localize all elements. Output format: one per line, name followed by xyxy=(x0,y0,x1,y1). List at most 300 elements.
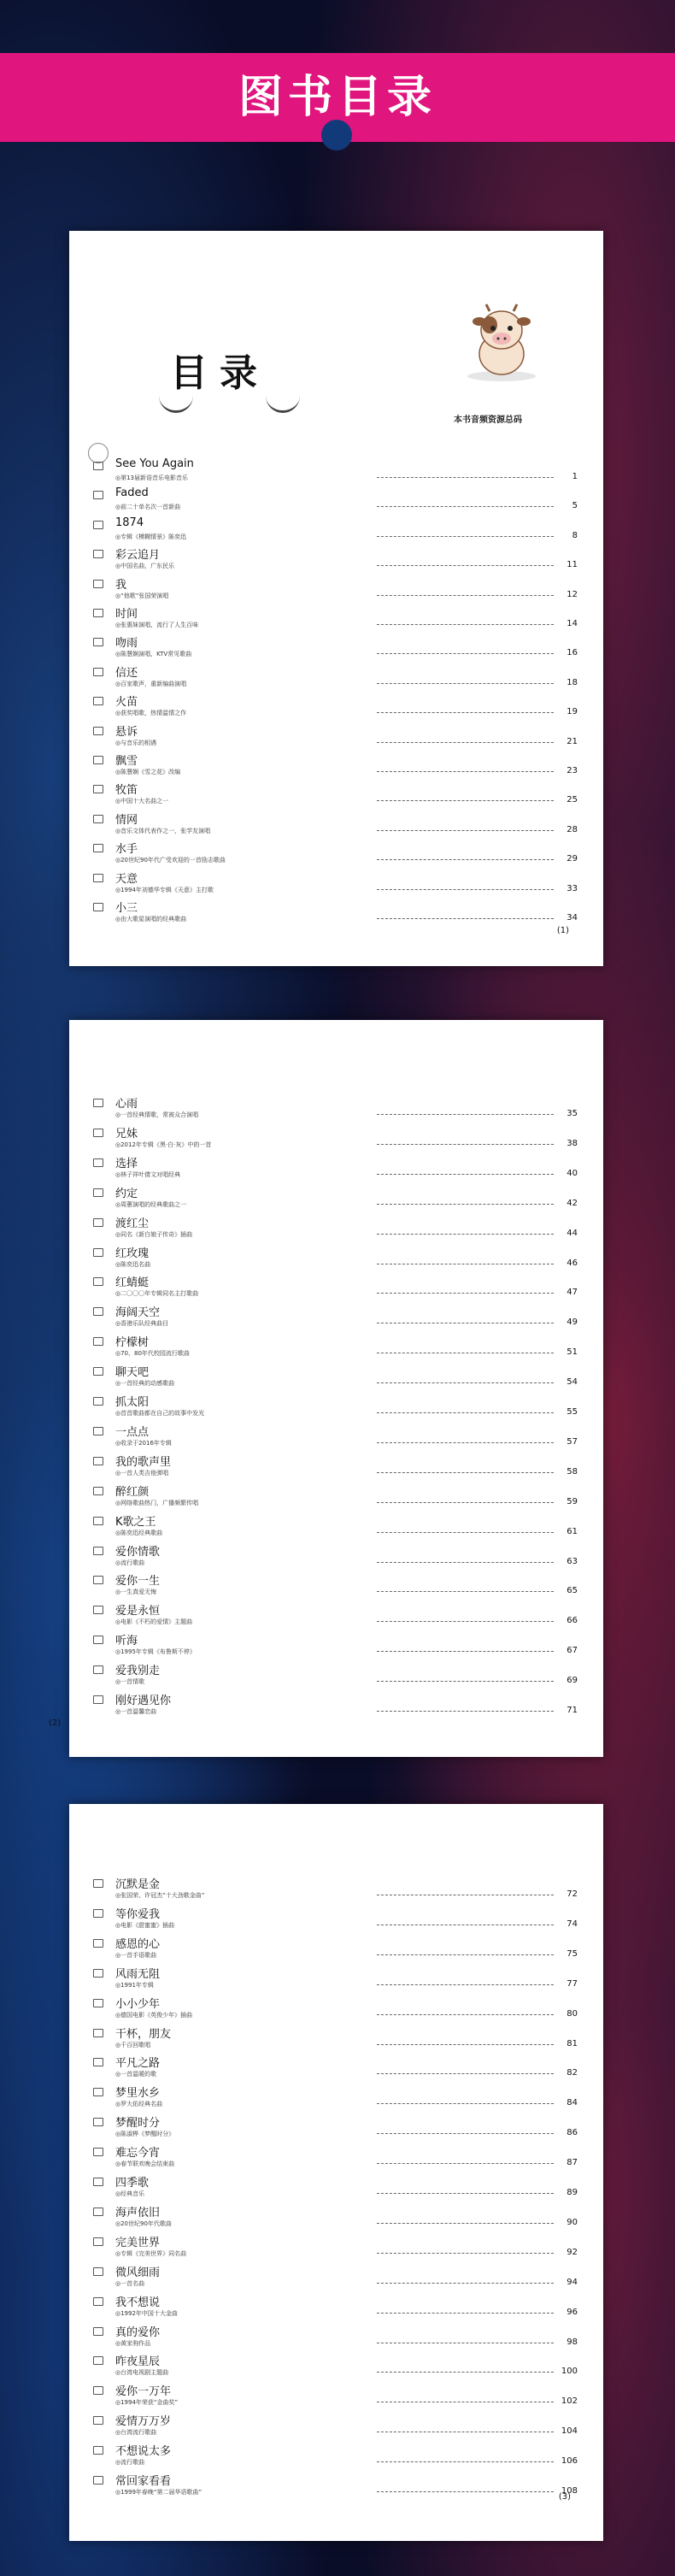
book-icon xyxy=(93,1606,103,1614)
page-ref: 94 xyxy=(566,2277,578,2287)
page-ref: 47 xyxy=(566,1288,578,1298)
book-icon xyxy=(93,1248,103,1257)
toc-entry[interactable] xyxy=(93,1245,578,1274)
song-description: ◎1991年专辑 xyxy=(115,1981,154,1989)
song-description: ◎中国名曲，广东民乐 xyxy=(115,563,175,570)
song-title: 昨夜星辰 xyxy=(115,2355,161,2369)
toc-entry[interactable] xyxy=(93,2324,578,2353)
song-description: ◎流行歌曲 xyxy=(115,1559,145,1566)
book-icon xyxy=(93,1367,103,1376)
song-title: 干杯，朋友 xyxy=(115,2027,172,2041)
book-icon xyxy=(93,1188,103,1197)
song-description: ◎一首手语歌曲 xyxy=(115,1951,157,1959)
page-ref: 28 xyxy=(566,824,578,834)
song-title: 难忘今宵 xyxy=(115,2147,161,2160)
song-title: 渡红尘 xyxy=(115,1217,150,1230)
song-description: ◎陈奕迅名曲 xyxy=(115,1260,151,1268)
toc-entry[interactable] xyxy=(93,1394,578,1423)
toc-entry[interactable] xyxy=(93,1966,578,1995)
page-ref: 61 xyxy=(566,1526,578,1536)
toc-entry[interactable] xyxy=(93,1906,578,1935)
dot-leader xyxy=(377,2014,554,2015)
song-description: ◎2012年专辑《黑·白·灰》中的一首 xyxy=(115,1141,212,1148)
book-icon xyxy=(93,1277,103,1286)
page-ref: 14 xyxy=(566,619,578,628)
song-title: 信还 xyxy=(115,666,138,680)
dot-leader xyxy=(377,536,554,537)
toc-entry[interactable] xyxy=(93,2174,578,2203)
song-title: 彩云追月 xyxy=(115,549,161,563)
song-title: 爱我别走 xyxy=(115,1665,161,1678)
song-title: 爱是永恒 xyxy=(115,1605,161,1618)
page-ref: 75 xyxy=(566,1948,578,1959)
song-title: 听海 xyxy=(115,1635,138,1648)
song-title: 心雨 xyxy=(115,1098,138,1111)
song-description: ◎中国十大名曲之一 xyxy=(115,798,169,805)
dot-leader xyxy=(377,1591,554,1592)
banner-title: 图书目录 xyxy=(238,72,437,123)
page-ref: 12 xyxy=(566,589,578,599)
toc-entry[interactable] xyxy=(93,664,578,693)
song-description: ◎一首经典的动感歌曲 xyxy=(115,1380,175,1388)
dot-leader xyxy=(377,2193,554,2194)
song-description: ◎音乐文体代表作之一，张学友演唱 xyxy=(115,827,211,834)
toc-entry[interactable] xyxy=(93,2114,578,2143)
song-title: 小三 xyxy=(115,902,138,915)
dot-leader xyxy=(377,1621,554,1622)
toc-entry[interactable] xyxy=(93,2294,578,2323)
cloud-ornament-left xyxy=(159,393,193,413)
song-title: 情网 xyxy=(115,813,138,827)
song-description: ◎1994年刘德华专辑《天意》主打歌 xyxy=(115,886,214,893)
song-title: 兄妹 xyxy=(115,1127,138,1141)
toc-entry[interactable] xyxy=(93,899,578,928)
book-icon xyxy=(93,2356,103,2365)
dot-leader xyxy=(377,2253,554,2254)
song-description: ◎1994年荣获“金曲奖” xyxy=(115,2399,179,2407)
song-title: 一点点 xyxy=(115,1425,150,1439)
song-description: ◎春节联欢晚会结束曲 xyxy=(115,2160,175,2168)
book-icon xyxy=(93,462,103,470)
toc-entry[interactable] xyxy=(93,605,578,634)
dot-leader xyxy=(377,742,554,743)
book-icon xyxy=(93,668,103,676)
song-description: ◎陈淑桦《梦醒时分》 xyxy=(115,2131,175,2138)
page-ref: 51 xyxy=(566,1347,578,1358)
song-title: 我的歌声里 xyxy=(115,1455,172,1469)
toc-entry[interactable] xyxy=(93,2204,578,2233)
page-ref: 102 xyxy=(561,2396,578,2407)
page-ref: 98 xyxy=(566,2337,578,2347)
toc-entry[interactable] xyxy=(93,1692,578,1721)
toc-entry[interactable] xyxy=(93,1304,578,1333)
toc-entry[interactable] xyxy=(93,1125,578,1154)
book-icon xyxy=(93,1129,103,1137)
song-description: ◎林子祥叶倩文对唱经典 xyxy=(115,1170,181,1178)
dot-leader xyxy=(377,1502,554,1503)
dot-leader xyxy=(377,506,554,507)
page-ref: 19 xyxy=(566,707,578,717)
song-description: ◎20世纪90年代歌曲 xyxy=(115,2219,172,2227)
page-ref: 59 xyxy=(566,1496,578,1506)
song-description: ◎千百回歌唱 xyxy=(115,2041,151,2048)
dot-leader xyxy=(377,889,554,890)
toc-entry[interactable] xyxy=(93,1995,578,2025)
book-icon xyxy=(93,638,103,646)
song-title: 沉默是金 xyxy=(115,1878,161,1891)
dot-leader xyxy=(377,800,554,801)
toc-entry[interactable] xyxy=(93,840,578,869)
toc-entry[interactable] xyxy=(93,1513,578,1542)
dot-leader xyxy=(377,1681,554,1682)
toc-entry[interactable] xyxy=(93,1185,578,1214)
song-description: ◎第13届新语音乐电影音乐 xyxy=(115,475,189,481)
book-icon xyxy=(93,1218,103,1227)
song-description: ◎陈慧娴演唱，KTV常见歌曲 xyxy=(115,651,192,658)
song-title: 平凡之路 xyxy=(115,2057,161,2071)
song-description: ◎1992年中国十大金曲 xyxy=(115,2309,178,2317)
page-ref: 96 xyxy=(566,2307,578,2317)
toc-entry[interactable] xyxy=(93,723,578,752)
book-icon xyxy=(93,2208,103,2216)
page-ref: 54 xyxy=(566,1377,578,1388)
song-description: ◎百家歌声，重新编曲演唱 xyxy=(115,680,187,687)
song-description: ◎一首温暖的歌 xyxy=(115,2071,157,2078)
song-description: ◎周蕙演唱的经典歌曲之一 xyxy=(115,1200,187,1208)
page-ref: 86 xyxy=(566,2128,578,2138)
dot-leader xyxy=(377,771,554,772)
song-title: 风雨无阻 xyxy=(115,1967,161,1981)
page-ref: 11 xyxy=(566,560,578,570)
dot-leader xyxy=(377,1114,554,1115)
book-icon xyxy=(93,1665,103,1674)
toc-entry[interactable] xyxy=(93,1453,578,1483)
dot-leader xyxy=(377,2223,554,2224)
cloud-ornament-right xyxy=(266,393,300,413)
song-description: ◎获奖唱歌，热情温情之作 xyxy=(115,710,187,717)
dot-leader xyxy=(377,859,554,860)
page-ref: 84 xyxy=(566,2098,578,2108)
song-description: ◎同名《新白娘子传奇》插曲 xyxy=(115,1230,193,1238)
page-ref: 104 xyxy=(561,2426,578,2437)
book-icon xyxy=(93,1636,103,1644)
book-icon xyxy=(93,491,103,499)
page-number: (2) xyxy=(49,1718,62,1728)
page-ref: 72 xyxy=(566,1889,578,1899)
toc-entry[interactable] xyxy=(93,1543,578,1572)
dot-leader xyxy=(377,1532,554,1533)
song-title: 爱你一生 xyxy=(115,1575,161,1589)
book-icon xyxy=(93,2058,103,2066)
song-title: 真的爱你 xyxy=(115,2325,161,2339)
toc-page-2 xyxy=(49,1020,603,1757)
song-title: 火苗 xyxy=(115,696,138,710)
song-title: 爱你情歌 xyxy=(115,1545,161,1559)
page-ref: 82 xyxy=(566,2068,578,2078)
song-description: ◎首首歌曲都在自己的故事中发光 xyxy=(115,1410,205,1417)
toc-entry[interactable] xyxy=(93,1334,578,1363)
page-ref: 81 xyxy=(566,2038,578,2048)
toc-entry[interactable] xyxy=(93,2473,578,2502)
book-icon xyxy=(93,1939,103,1948)
page-ref: 55 xyxy=(566,1407,578,1417)
dot-leader xyxy=(377,477,554,478)
toc-entry[interactable] xyxy=(93,546,578,575)
dot-leader xyxy=(377,624,554,625)
dot-leader xyxy=(377,1174,554,1175)
page-ref: 100 xyxy=(561,2367,578,2377)
song-description: ◎电影《甜蜜蜜》插曲 xyxy=(115,1921,175,1929)
toc-entry[interactable] xyxy=(93,1936,578,1965)
page-ref: 46 xyxy=(566,1258,578,1268)
song-title: 牧笛 xyxy=(115,784,138,798)
dot-leader xyxy=(377,1651,554,1652)
toc-page-1 xyxy=(69,231,603,966)
dot-leader xyxy=(377,712,554,713)
song-title: 刚好遇见你 xyxy=(115,1695,172,1707)
page-ref: 106 xyxy=(561,2456,578,2467)
toc-entry[interactable] xyxy=(93,2234,578,2263)
dot-leader xyxy=(377,2283,554,2284)
page-ref: 65 xyxy=(566,1586,578,1596)
page-ref: 21 xyxy=(566,736,578,746)
song-description: ◎一生真爱无悔 xyxy=(115,1589,157,1596)
song-description: ◎电影《不朽的爱情》主题曲 xyxy=(115,1618,193,1626)
toc-entry[interactable] xyxy=(93,1572,578,1601)
song-title: 完美世界 xyxy=(115,2236,161,2249)
song-description: ◎专辑《模糊情景》陈奕迅 xyxy=(115,533,187,540)
toc-entry[interactable] xyxy=(93,1274,578,1303)
page-ref: 67 xyxy=(566,1646,578,1656)
song-description: ◎罗大佑经典名曲 xyxy=(115,2101,163,2108)
page-number: (3) xyxy=(558,2492,571,2502)
page-ref: 90 xyxy=(566,2217,578,2227)
song-title: 约定 xyxy=(115,1187,138,1200)
song-title: 水手 xyxy=(115,843,138,857)
song-title: 飘雪 xyxy=(115,755,138,768)
song-description: ◎陈奕迅经典歌曲 xyxy=(115,1529,163,1536)
book-icon xyxy=(93,2386,103,2395)
song-title: 聊天吧 xyxy=(115,1366,150,1380)
dot-leader xyxy=(377,1382,554,1383)
dot-leader xyxy=(377,565,554,566)
book-icon xyxy=(93,1547,103,1555)
toc-entry[interactable] xyxy=(93,1095,578,1124)
page-ref: 49 xyxy=(566,1317,578,1328)
toc-entry[interactable] xyxy=(93,1876,578,1905)
song-description: ◎二〇〇〇年专辑同名主打歌曲 xyxy=(115,1290,199,1298)
dot-leader xyxy=(377,1204,554,1205)
song-title: 我不想说 xyxy=(115,2296,161,2309)
toc-entry[interactable] xyxy=(93,1483,578,1512)
song-description: ◎台湾电视剧主题曲 xyxy=(115,2369,169,2377)
song-description: ◎70、80年代校园流行歌曲 xyxy=(115,1350,190,1358)
song-title: 海声依旧 xyxy=(115,2206,161,2219)
book-icon xyxy=(93,903,103,911)
dot-leader xyxy=(377,1442,554,1443)
book-icon xyxy=(93,1397,103,1406)
song-title: 红玫瑰 xyxy=(115,1247,150,1260)
book-icon xyxy=(93,697,103,705)
song-description: ◎1999年春晚“第二届华语歌曲” xyxy=(115,2489,202,2496)
toc-entry[interactable] xyxy=(93,811,578,840)
toc-entry[interactable] xyxy=(93,870,578,899)
page-ref: 66 xyxy=(566,1616,578,1626)
song-title: See You Again xyxy=(115,457,194,470)
song-title: 我 xyxy=(115,578,127,592)
song-title: 微风细雨 xyxy=(115,2266,161,2279)
toc-entry[interactable] xyxy=(93,1215,578,1244)
page-ref: 38 xyxy=(566,1138,578,1148)
dot-leader xyxy=(377,1562,554,1563)
book-icon xyxy=(93,2148,103,2156)
book-icon xyxy=(93,1307,103,1316)
toc-entry[interactable] xyxy=(93,2025,578,2054)
page-ref: 74 xyxy=(566,1919,578,1929)
song-description: ◎香港乐队经典曲目 xyxy=(115,1320,169,1328)
book-icon xyxy=(93,521,103,529)
toc-entry[interactable] xyxy=(93,1155,578,1184)
page-ref: 44 xyxy=(566,1228,578,1238)
toc-entry[interactable] xyxy=(93,634,578,663)
dot-leader xyxy=(377,653,554,654)
dot-leader xyxy=(377,2313,554,2314)
dot-leader xyxy=(377,1144,554,1145)
dot-leader xyxy=(377,2461,554,2462)
song-title: 小小少年 xyxy=(115,1997,161,2011)
song-title: 时间 xyxy=(115,608,138,621)
song-description: ◎网络歌曲热门，广播频繁传唱 xyxy=(115,1499,199,1506)
page-ref: 77 xyxy=(566,1978,578,1989)
toc-entry[interactable] xyxy=(93,2353,578,2382)
dot-leader xyxy=(377,2491,554,2492)
song-description: ◎黄家驹作品 xyxy=(115,2339,151,2347)
song-title: 1874 xyxy=(115,516,144,529)
toc-entry[interactable] xyxy=(93,1662,578,1691)
page-ref: 92 xyxy=(566,2247,578,2257)
song-title: 柠檬树 xyxy=(115,1336,150,1350)
song-description: ◎一首经典情歌，常被众合演唱 xyxy=(115,1111,199,1118)
toc-entry[interactable] xyxy=(93,517,578,546)
song-title: 四季歌 xyxy=(115,2177,150,2190)
toc-entry[interactable] xyxy=(93,781,578,811)
song-title: 抓太阳 xyxy=(115,1396,150,1409)
toc-entry[interactable] xyxy=(93,2383,578,2412)
song-title: Faded xyxy=(115,486,149,500)
toc-entry[interactable] xyxy=(93,2413,578,2442)
book-icon xyxy=(93,550,103,558)
toc-entry[interactable] xyxy=(93,1364,578,1393)
book-icon xyxy=(93,580,103,588)
book-icon xyxy=(93,1999,103,2007)
song-description: ◎“他歌”张国荣演唱 xyxy=(115,592,169,599)
toc-entry[interactable] xyxy=(93,1602,578,1631)
dot-leader xyxy=(377,1984,554,1985)
song-title: 感恩的心 xyxy=(115,1937,161,1951)
book-icon xyxy=(93,785,103,793)
song-description: ◎一首温馨恋曲 xyxy=(115,1708,157,1715)
toc-entry[interactable] xyxy=(93,1424,578,1453)
song-title: 常回家看看 xyxy=(115,2475,172,2488)
toc-entry[interactable] xyxy=(93,2144,578,2173)
book-icon xyxy=(93,874,103,882)
toc-entry[interactable] xyxy=(93,2054,578,2084)
dot-leader xyxy=(377,830,554,831)
page-ref: 25 xyxy=(566,795,578,805)
song-title: 梦里水乡 xyxy=(115,2087,161,2101)
song-title: 悬诉 xyxy=(115,725,138,739)
page-ref: 89 xyxy=(566,2188,578,2197)
toc-entry[interactable] xyxy=(93,576,578,605)
page-number: (1) xyxy=(556,926,569,935)
toc-entry[interactable] xyxy=(93,693,578,722)
song-description: ◎专辑《完美世界》同名曲 xyxy=(115,2249,187,2257)
song-description: ◎一首情歌 xyxy=(115,1678,145,1686)
book-icon xyxy=(93,844,103,852)
page-ref: 18 xyxy=(566,677,578,687)
page-ref: 33 xyxy=(566,883,578,893)
dot-leader xyxy=(377,595,554,596)
book-icon xyxy=(93,1337,103,1346)
song-title: 爱你一万年 xyxy=(115,2385,172,2399)
toc-entry[interactable] xyxy=(93,1632,578,1661)
dot-leader xyxy=(377,2133,554,2134)
page-ref: 58 xyxy=(566,1466,578,1477)
song-title: 醉红颜 xyxy=(115,1485,150,1499)
book-icon xyxy=(93,756,103,764)
toc-entry[interactable] xyxy=(93,2443,578,2472)
song-description: ◎由大歌星演唱的经典歌曲 xyxy=(115,916,187,923)
dot-leader xyxy=(377,1412,554,1413)
page-ref: 40 xyxy=(566,1168,578,1178)
book-icon xyxy=(93,1517,103,1525)
toc-entry[interactable] xyxy=(93,752,578,781)
book-icon xyxy=(93,1427,103,1435)
song-description: ◎20世纪90年代广受欢迎的一首励志歌曲 xyxy=(115,857,226,864)
page-ref: 35 xyxy=(566,1109,578,1118)
book-icon xyxy=(93,2267,103,2276)
dot-leader xyxy=(377,683,554,684)
page-ref: 16 xyxy=(566,648,578,658)
page-ref: 69 xyxy=(566,1676,578,1686)
dot-leader xyxy=(377,1954,554,1955)
page-ref: 71 xyxy=(566,1706,578,1715)
toc-heading: 目录 xyxy=(170,351,269,395)
toc-entry[interactable] xyxy=(93,2264,578,2293)
toc-entry[interactable] xyxy=(93,2084,578,2113)
book-icon xyxy=(93,2088,103,2096)
song-description: ◎德国电影《英俊少年》插曲 xyxy=(115,2011,193,2019)
page-ref: 42 xyxy=(566,1198,578,1208)
song-description: ◎陈慧娴《雪之花》改编 xyxy=(115,769,181,775)
song-title: 梦醒时分 xyxy=(115,2117,161,2131)
toc-entry[interactable] xyxy=(93,458,578,487)
page-ref: 23 xyxy=(566,766,578,775)
song-description: ◎张国荣、许冠杰“十大劲歌金曲” xyxy=(115,1892,205,1899)
dot-leader xyxy=(377,2372,554,2373)
song-description: ◎经典音乐 xyxy=(115,2190,145,2197)
song-description: ◎一首名曲 xyxy=(115,2279,145,2287)
book-icon xyxy=(93,1879,103,1888)
book-icon xyxy=(93,2416,103,2425)
book-icon xyxy=(93,2178,103,2186)
page-ref: 29 xyxy=(566,854,578,864)
toc-entry[interactable] xyxy=(93,487,578,516)
song-description: ◎张惠妹演唱，流行了人生百味 xyxy=(115,622,199,628)
book-icon xyxy=(93,1457,103,1465)
book-icon xyxy=(93,2029,103,2037)
book-icon xyxy=(93,727,103,735)
